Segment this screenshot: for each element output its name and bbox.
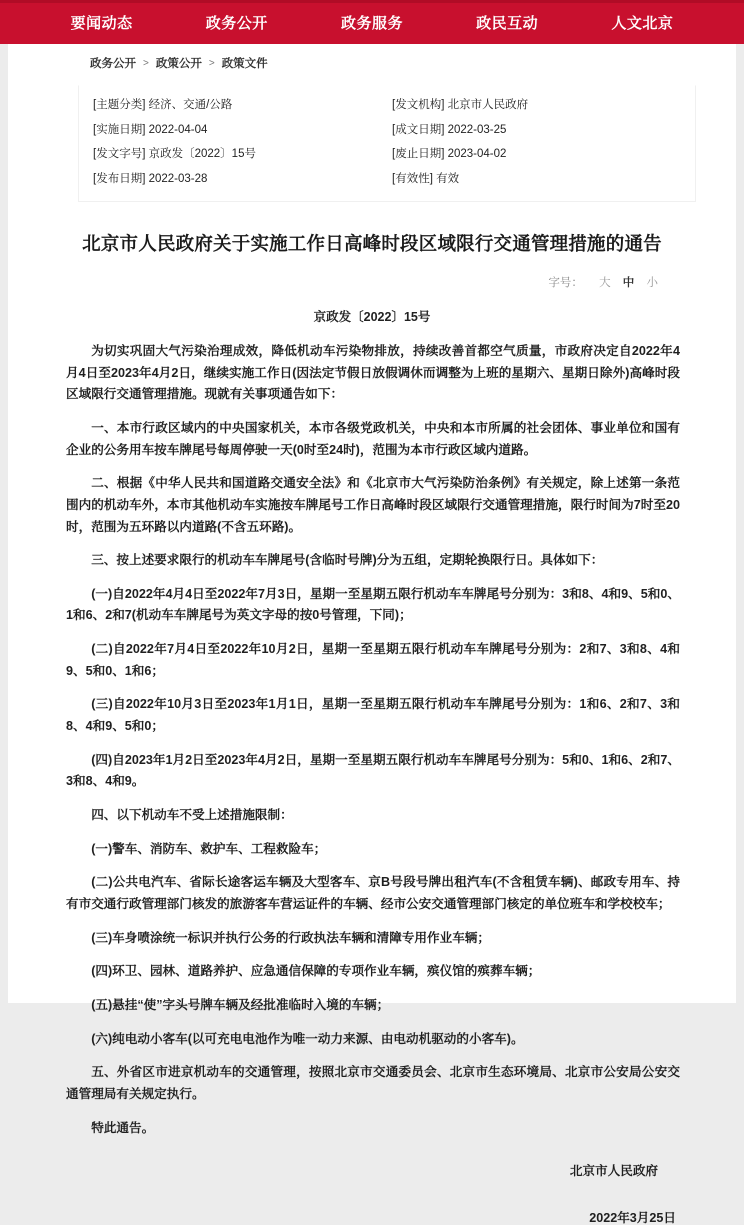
meta-issuing-agency xyxy=(392,98,681,114)
document-body xyxy=(66,324,680,1139)
document-paragraph: 五、外省区市进京机动车的交通管理，按照北京市交通委员会、北京市生态环境局、北京市公安局公安交通管理局有关规定执行。 xyxy=(66,1065,680,1101)
breadcrumb-item-policy-disclosure[interactable]: 政策公开 xyxy=(155,58,202,70)
document-metadata-box xyxy=(78,85,696,202)
document-paragraph: (一)自2022年4月4日至2022年7月3日，星期一至星期五限行机动车车牌尾号分别为：3和8、4和9、5和0、1和6、2和7(机动车车牌尾号为英文字母的按0号管理，下同)； xyxy=(66,586,680,623)
document-paragraph: (二)自2022年7月4日至2022年10月2日，星期一至星期五限行机动车车牌尾号分别为：2和7、3和8、4和9、5和0、1和6； xyxy=(66,642,680,678)
meta-issued-date xyxy=(392,123,681,139)
document-paragraph: (二)公共电汽车、省际长途客运车辆及大型客车、京B号段号牌出租汽车(不含租赁车辆)、邮政专用车、持有市交通行政管理部门核发的旅游客车营运证件的车辆、经市公安交通管理部门核定的单位班车和学校校车； xyxy=(66,875,680,912)
meta-label: [成文日期] xyxy=(392,123,445,136)
font-size-small-button[interactable]: 小 xyxy=(646,276,658,289)
meta-publish-date xyxy=(93,172,382,188)
document-paragraph: 为切实巩固大气污染治理成效，降低机动车污染物排放，持续改善首都空气质量，市政府决定自2022年4月4日至2023年4月2日，继续实施工作日(因法定节假日放假调休而调整为上班的星期六、星期日除外)高峰时段区域限行交通管理措施。现就有关事项通告如下： xyxy=(66,343,680,402)
meta-label: [发文机构] xyxy=(392,99,445,112)
meta-effective-date xyxy=(93,123,382,139)
breadcrumb-separator: > xyxy=(143,58,149,70)
top-navigation-bar xyxy=(0,0,744,44)
nav-item-culture-beijing[interactable]: 人文北京 xyxy=(611,15,674,32)
document-paragraph: (三)自2022年10月3日至2023年1月1日，星期一至星期五限行机动车车牌尾号分别为：1和6、2和7、3和8、4和9、5和0； xyxy=(66,697,680,734)
document-paragraph: (五)悬挂“使”字头号牌车辆及经批准临时入境的车辆； xyxy=(91,998,390,1012)
breadcrumb xyxy=(8,44,736,72)
content-sheet xyxy=(8,44,736,1225)
font-size-control xyxy=(8,278,658,290)
meta-validity xyxy=(392,172,681,188)
nav-item-government-affairs[interactable]: 政务公开 xyxy=(205,15,268,32)
breadcrumb-separator: > xyxy=(208,58,215,70)
document-paragraph: 二、根据《中华人民共和国道路交通安全法》和《北京市大气污染防治条例》有关规定，除上述第一条范围内的机动车外，本市其他机动车实施按车牌尾号工作日高峰时段区域限行交通管理措施，限行时间为7时至20时，范围为五环路以内道路(不含五环路)。 xyxy=(66,476,680,534)
meta-label: [废止日期] xyxy=(392,148,445,161)
meta-label: [有效性] xyxy=(392,172,433,185)
meta-value: 2023-04-02 xyxy=(447,148,507,161)
document-paragraph: 四、以下机动车不受上述措施限制： xyxy=(91,808,293,823)
meta-label: [发布日期] xyxy=(93,172,146,185)
meta-label: [实施日期] xyxy=(93,123,146,136)
font-size-label: 字号： xyxy=(548,276,583,289)
meta-value: 2022-03-25 xyxy=(447,123,507,136)
document-paragraph: (四)环卫、园林、道路养护、应急通信保障的专项作业车辆，殡仪馆的殡葬车辆； xyxy=(91,964,541,979)
document-paragraph: (六)纯电动小客车(以可充电电池作为唯一动力来源、由电动机驱动的小客车)。 xyxy=(91,1031,524,1046)
nav-item-government-services[interactable]: 政务服务 xyxy=(340,15,403,32)
font-size-large-button[interactable]: 大 xyxy=(599,276,611,289)
document-paragraph: (一)警车、消防车、救护车、工程救险车； xyxy=(91,841,327,856)
document-signature-date: 2022年3月25日 xyxy=(589,1210,676,1225)
meta-repeal-date xyxy=(392,147,681,163)
page-title: 北京市人民政府关于实施工作日高峰时段区域限行交通管理措施的通告 xyxy=(82,233,662,255)
meta-value: 经济、交通/公路 xyxy=(148,99,233,112)
breadcrumb-item-government-affairs[interactable]: 政务公开 xyxy=(90,58,136,70)
meta-label: [发文字号] xyxy=(93,148,146,161)
meta-document-number xyxy=(93,147,382,163)
top-navigation-items xyxy=(0,16,744,31)
document-metadata-grid xyxy=(79,98,695,187)
document-paragraph: 特此通告。 xyxy=(91,1120,155,1135)
document-number: 京政发〔2022〕15号 xyxy=(313,310,431,325)
font-size-medium-button[interactable]: 中 xyxy=(622,276,635,289)
document-paragraph: (三)车身喷涂统一标识并执行公务的行政执法车辆和清障专用作业车辆； xyxy=(91,930,490,945)
meta-label: [主题分类] xyxy=(93,99,146,112)
nav-item-public-interaction[interactable]: 政民互动 xyxy=(476,15,539,32)
document-paragraph: 一、本市行政区域内的中央国家机关，本市各级党政机关，中央和本市所属的社会团体、事业单位和国有企业的公务用车按车牌尾号每周停驶一天(0时至24时)，范围为本市行政区域内道路。 xyxy=(66,420,680,457)
meta-value: 2022-04-04 xyxy=(148,123,208,136)
document-paragraph: (四)自2023年1月2日至2023年4月2日，星期一至星期五限行机动车车牌尾号分别为：5和0、1和6、2和7、3和8、4和9。 xyxy=(66,752,680,789)
document-paragraph: 三、按上述要求限行的机动车车牌尾号(含临时号牌)分为五组，定期轮换限行日。具体如下： xyxy=(91,553,604,568)
breadcrumb-item-policy-documents: 政策文件 xyxy=(221,58,268,70)
meta-value: 有效 xyxy=(436,172,460,185)
meta-value: 北京市人民政府 xyxy=(447,99,529,112)
meta-value: 京政发〔2022〕15号 xyxy=(148,148,256,161)
document-signature: 北京市人民政府 xyxy=(569,1164,658,1179)
meta-subject-category xyxy=(93,98,382,114)
meta-value: 2022-03-28 xyxy=(148,172,208,185)
nav-item-news[interactable]: 要闻动态 xyxy=(70,15,133,32)
